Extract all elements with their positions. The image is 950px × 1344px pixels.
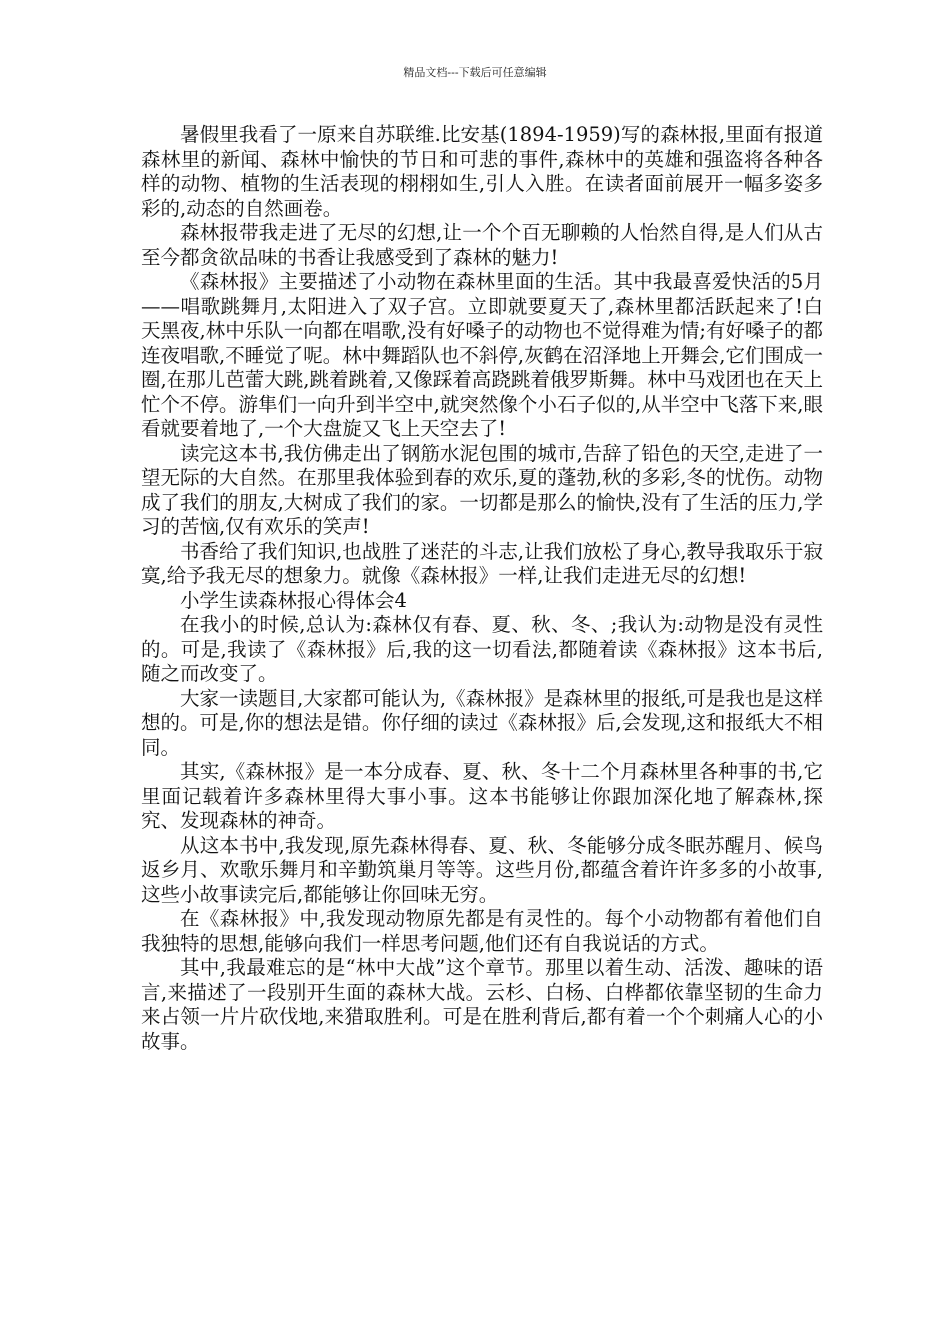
paragraph: 暑假里我看了一原来自苏联维.比安基(1894-1959)写的森林报,里面有报道森林里的新闻、森林中愉快的节日和可悲的事件,森林中的英雄和强盗将各种各样的动物、植物的生活表现的栩栩如生,引人入胜。在读者面前展开一幅多姿多彩的,动态的自然画卷。	[141, 123, 823, 220]
paragraph: 从这本书中,我发现,原先森林得春、夏、秋、冬能够分成冬眠苏醒月、候鸟返乡月、欢歌乐舞月和辛勤筑巢月等等。这些月份,都蕴含着许许多多的小故事,这些小故事读完后,都能够让你回味无穷。	[141, 833, 823, 906]
paragraph: 其中,我最难忘的是“林中大战”这个章节。那里以着生动、活泼、趣味的语言,来描述了一段别开生面的森林大战。云杉、白杨、白桦都依靠坚韧的生命力来占领一片片砍伐地,来猎取胜利。可是在胜利背后,都有着一个个刺痛人心的小故事。	[141, 956, 823, 1053]
page-header: 精品文档---下载后可任意编辑	[403, 66, 547, 79]
paragraph: 森林报带我走进了无尽的幻想,让一个个百无聊赖的人怡然自得,是人们从古至今都贪欲品味的书香让我感受到了森林的魅力!	[141, 221, 823, 269]
paragraph: 在《森林报》中,我发现动物原先都是有灵性的。每个小动物都有着他们自我独特的思想,能够向我们一样思考问题,他们还有自我说话的方式。	[141, 907, 823, 955]
paragraph: 书香给了我们知识,也战胜了迷茫的斗志,让我们放松了身心,教导我取乐于寂寞,给予我无尽的想象力。就像《森林报》一样,让我们走进无尽的幻想!	[141, 539, 823, 587]
paragraph: 大家一读题目,大家都可能认为,《森林报》是森林里的报纸,可是我也是这样想的。可是,你的想法是错。你仔细的读过《森林报》后,会发现,这和报纸大不相同。	[141, 686, 823, 759]
document-body	[141, 123, 823, 1054]
paragraph: 其实,《森林报》是一本分成春、夏、秋、冬十二个月森林里各种事的书,它里面记载着许多森林里得大事小事。这本书能够让你跟加深化地了解森林,探究、发现森林的神奇。	[141, 760, 823, 832]
section-heading: 小学生读森林报心得体会4	[180, 588, 407, 612]
paragraph: 《森林报》主要描述了小动物在森林里面的生活。其中我最喜爱快活的5月——唱歌跳舞月,太阳进入了双子宫。立即就要夏天了,森林里都活跃起来了!白天黑夜,林中乐队一向都在唱歌,没有好嗓子的动物也不觉得难为情;有好嗓子的都连夜唱歌,不睡觉了呢。林中舞蹈队也不斜停,灰鹤在沼泽地上开舞会,它们围成一圈,在那儿芭蕾大跳,跳着跳着,又像踩着高跷跳着俄罗斯舞。林中马戏团也在天上忙个不停。游隼们一向升到半空中,就突然像个小石子似的,从半空中飞落下来,眼看就要着地了,一个大盘旋又飞上天空去了!	[141, 270, 823, 440]
paragraph: 读完这本书,我仿佛走出了钢筋水泥包围的城市,告辞了铅色的天空,走进了一望无际的大自然。在那里我体验到春的欢乐,夏的蓬勃,秋的多彩,冬的忧伤。动物成了我们的朋友,大树成了我们的家。一切都是那么的愉快,没有了生活的压力,学习的苦恼,仅有欢乐的笑声!	[141, 441, 823, 538]
paragraph: 在我小的时候,总认为:森林仅有春、夏、秋、冬、;我认为:动物是没有灵性的。可是,我读了《森林报》后,我的这一切看法,都随着读《森林报》这本书后,随之而改变了。	[141, 613, 823, 685]
